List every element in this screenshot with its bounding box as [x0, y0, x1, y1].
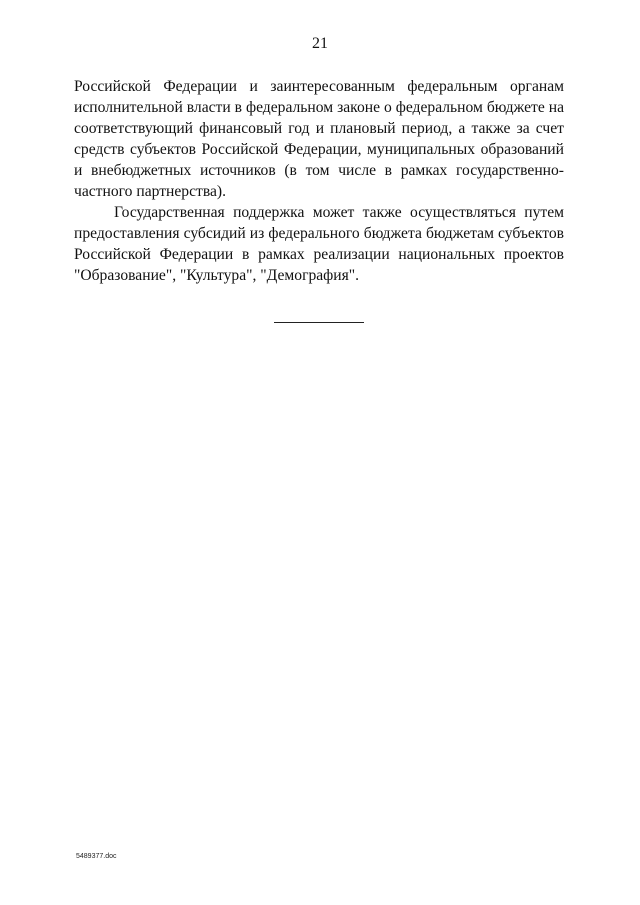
section-end-divider: [274, 322, 364, 323]
document-body: [74, 76, 564, 286]
page-number: 21: [312, 35, 328, 52]
footer-doc-code: 5489377.doc: [76, 853, 117, 860]
paragraph-state-support: Государственная поддержка может также осуществляться путем предоставления субсидий из федерального бюджета бюджетам субъектов Российской Федерации в рамках реализации национальных проектов "Образование", "Культура", "Демография".: [74, 204, 564, 284]
paragraph-continuation: Российской Федерации и заинтересованным федеральным органам исполнительной власти в федеральном законе о федеральном бюджете на соответствующий финансовый год и плановый период, а также за счет средств субъектов Российской Федерации, муниципальных образований и внебюджетных источников (в том числе в рамках государственно-частного партнерства).: [74, 78, 564, 200]
